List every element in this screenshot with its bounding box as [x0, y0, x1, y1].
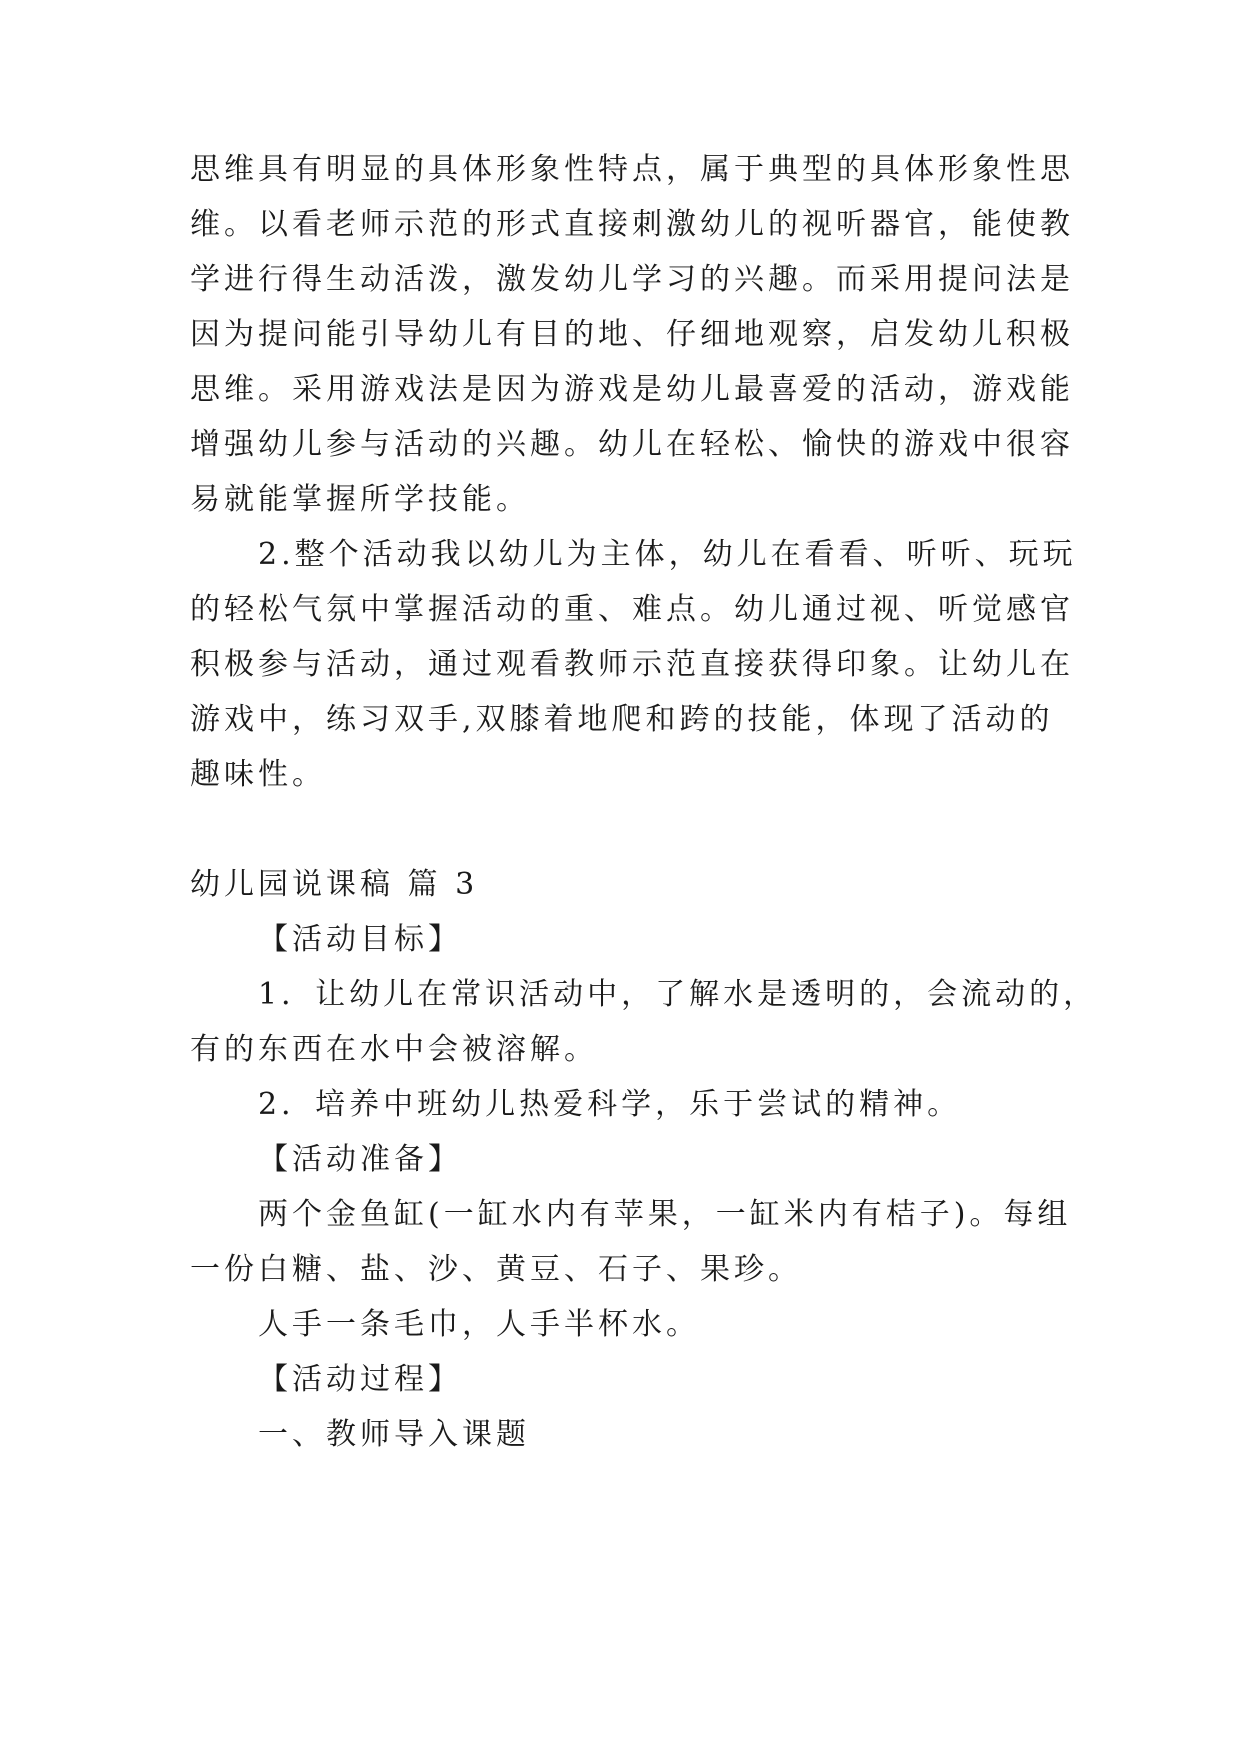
paragraph-line: 思维。采用游戏法是因为游戏是幼儿最喜爱的活动，游戏能: [190, 372, 1074, 407]
paragraph-line: 2.整个活动我以幼儿为主体，幼儿在看看、听听、玩玩: [258, 537, 1077, 572]
paragraph-line: 的轻松气氛中掌握活动的重、难点。幼儿通过视、听觉感官: [190, 592, 1074, 627]
paragraph-line: 易就能掌握所学技能。: [190, 482, 530, 517]
goal-item: 1．让幼儿在常识活动中，了解水是透明的，会流动的，: [258, 977, 1098, 1012]
prep-item: 两个金鱼缸(一缸水内有苹果，一缸米内有桔子)。每组: [258, 1197, 1072, 1232]
paragraph-line: 趣味性。: [190, 757, 326, 792]
goal-item: 2．培养中班幼儿热爱科学，乐于尝试的精神。: [258, 1087, 962, 1122]
paragraph-line: 学进行得生动活泼，激发幼儿学习的兴趣。而采用提问法是: [190, 262, 1074, 297]
paragraph-line: 积极参与活动，通过观看教师示范直接获得印象。让幼儿在: [190, 647, 1074, 682]
paragraph-line: 思维具有明显的具体形象性特点，属于典型的具体形象性思: [190, 152, 1074, 187]
prep-heading: 【活动准备】: [258, 1142, 462, 1177]
paragraph-line: 增强幼儿参与活动的兴趣。幼儿在轻松、愉快的游戏中很容: [190, 427, 1074, 462]
prep-item: 一份白糖、盐、沙、黄豆、石子、果珍。: [190, 1252, 802, 1287]
goals-heading: 【活动目标】: [258, 922, 462, 957]
process-heading: 【活动过程】: [258, 1362, 462, 1397]
process-step: 一、教师导入课题: [258, 1417, 530, 1452]
section-title: 幼儿园说课稿 篇 3: [190, 867, 479, 902]
goal-item: 有的东西在水中会被溶解。: [190, 1032, 598, 1067]
paragraph-line: 游戏中，练习双手,双膝着地爬和跨的技能，体现了活动的: [190, 702, 1054, 737]
prep-item: 人手一条毛巾，人手半杯水。: [258, 1307, 700, 1342]
paragraph-line: 因为提问能引导幼儿有目的地、仔细地观察，启发幼儿积极: [190, 317, 1074, 352]
paragraph-line: 维。以看老师示范的形式直接刺激幼儿的视听器官，能使教: [190, 207, 1074, 242]
